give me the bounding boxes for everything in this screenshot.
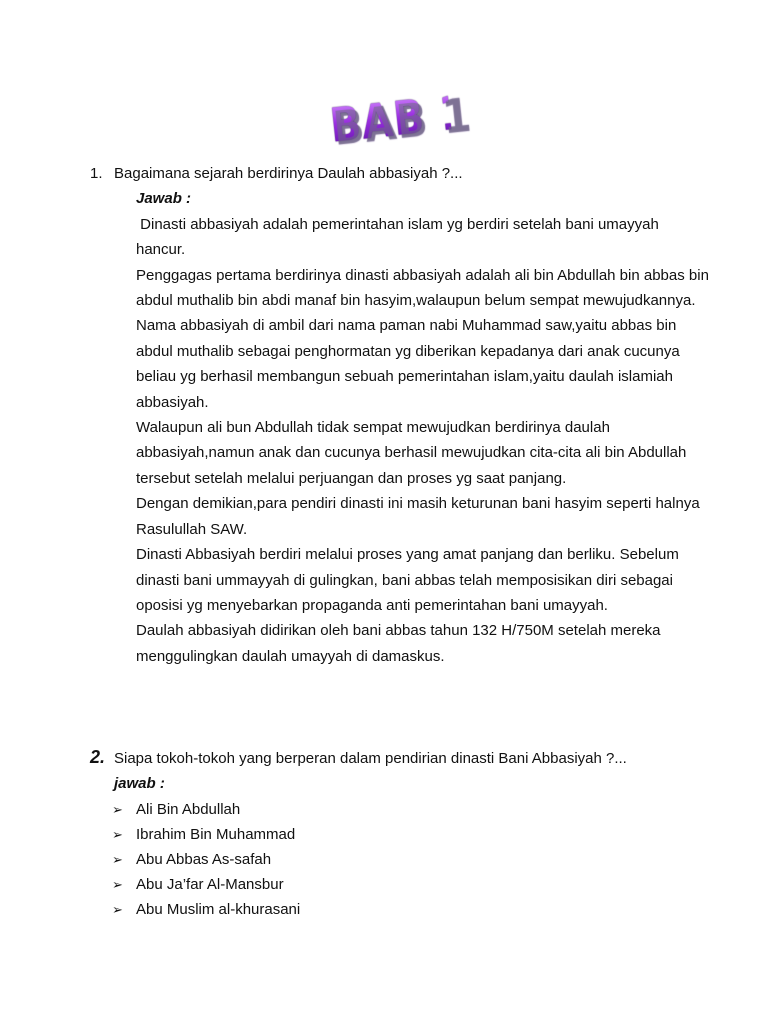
tokoh-list <box>112 797 710 922</box>
arrow-bullet-icon: ➢ <box>112 876 123 892</box>
answer-1-paragraph: Nama abbasiyah di ambil dari nama paman nabi Muhammad saw,yaitu abbas bin abdul muthalib sebagai penghormatan yg diberikan kepadanya dari anak cucunya beliau yg berhasil membangun sebuah pemerintahan islam,yaitu daulah islamiah abbasiyah. <box>136 317 680 411</box>
answer-1-paragraph: Dinasti Abbasiyah berdiri melalui proses yang amat panjang dan berliku. Sebelum dinasti bani ummayyah di gulingkan, bani abbas telah memposisikan diri sebagai oposisi yg menyebarkan propaganda anti pemerintahan bani umayyah. <box>136 546 679 614</box>
question-1-header <box>90 161 710 186</box>
question-2-text: Siapa tokoh-tokoh yang berperan dalam pendirian dinasti Bani Abbasiyah ?... <box>114 750 627 767</box>
list-item <box>112 897 710 922</box>
answer-1-paragraph: Daulah abbasiyah didirikan oleh bani abbas tahun 132 H/750M setelah mereka menggulingkan daulah umayyah di damaskus. <box>136 622 661 665</box>
answer-1-paragraph: Walaupun ali bun Abdullah tidak sempat mewujudkan berdirinya daulah abbasiyah,namun anak dan cucunya berhasil mewujudkan cita-cita ali bin Abdullah tersebut setelah melalui perjuangan dan proses yg saat panjang. <box>136 419 687 487</box>
list-item-text: Abu Muslim al-khurasani <box>136 900 301 918</box>
arrow-bullet-icon: ➢ <box>112 901 123 917</box>
arrow-bullet-icon: ➢ <box>112 851 123 867</box>
list-item-text: Ali Bin Abdullah <box>136 800 241 818</box>
answer-1-label: Jawab : <box>136 190 192 208</box>
page-title: BAB 1 <box>327 85 472 154</box>
answer-1-paragraph: Penggagas pertama berdirinya dinasti abbasiyah adalah ali bin Abdullah bin abbas bin abdul muthalib bin abdi manaf bin hasyim,walaupun belum sempat mewujudkannya. <box>136 266 709 310</box>
question-2 <box>90 745 710 922</box>
question-1-number: 1. <box>90 165 103 182</box>
list-item-text: Abu Abbas As-safah <box>136 850 272 868</box>
list-item <box>112 822 710 847</box>
list-item <box>112 872 710 897</box>
question-1 <box>90 161 710 669</box>
list-item <box>112 847 710 872</box>
question-1-text: Bagaimana sejarah berdirinya Daulah abbasiyah ?... <box>114 165 463 182</box>
arrow-bullet-icon: ➢ <box>112 801 123 817</box>
question-2-number: 2. <box>90 747 106 767</box>
arrow-bullet-icon: ➢ <box>112 826 123 842</box>
answer-2-label: jawab : <box>114 775 165 793</box>
list-item <box>112 797 710 822</box>
list-item-text: Ibrahim Bin Muhammad <box>136 825 296 843</box>
answer-1 <box>136 186 710 669</box>
list-item-text: Abu Ja’far Al-Mansbur <box>136 875 284 893</box>
answer-1-paragraph: Dinasti abbasiyah adalah pemerintahan islam yg berdiri setelah bani umayyah hancur. <box>136 215 663 259</box>
title-wordart <box>327 85 472 154</box>
question-2-header <box>90 745 710 771</box>
answer-1-paragraph: Dengan demikian,para pendiri dinasti ini masih keturunan bani hasyim seperti halnya Rasulullah SAW. <box>136 495 700 538</box>
